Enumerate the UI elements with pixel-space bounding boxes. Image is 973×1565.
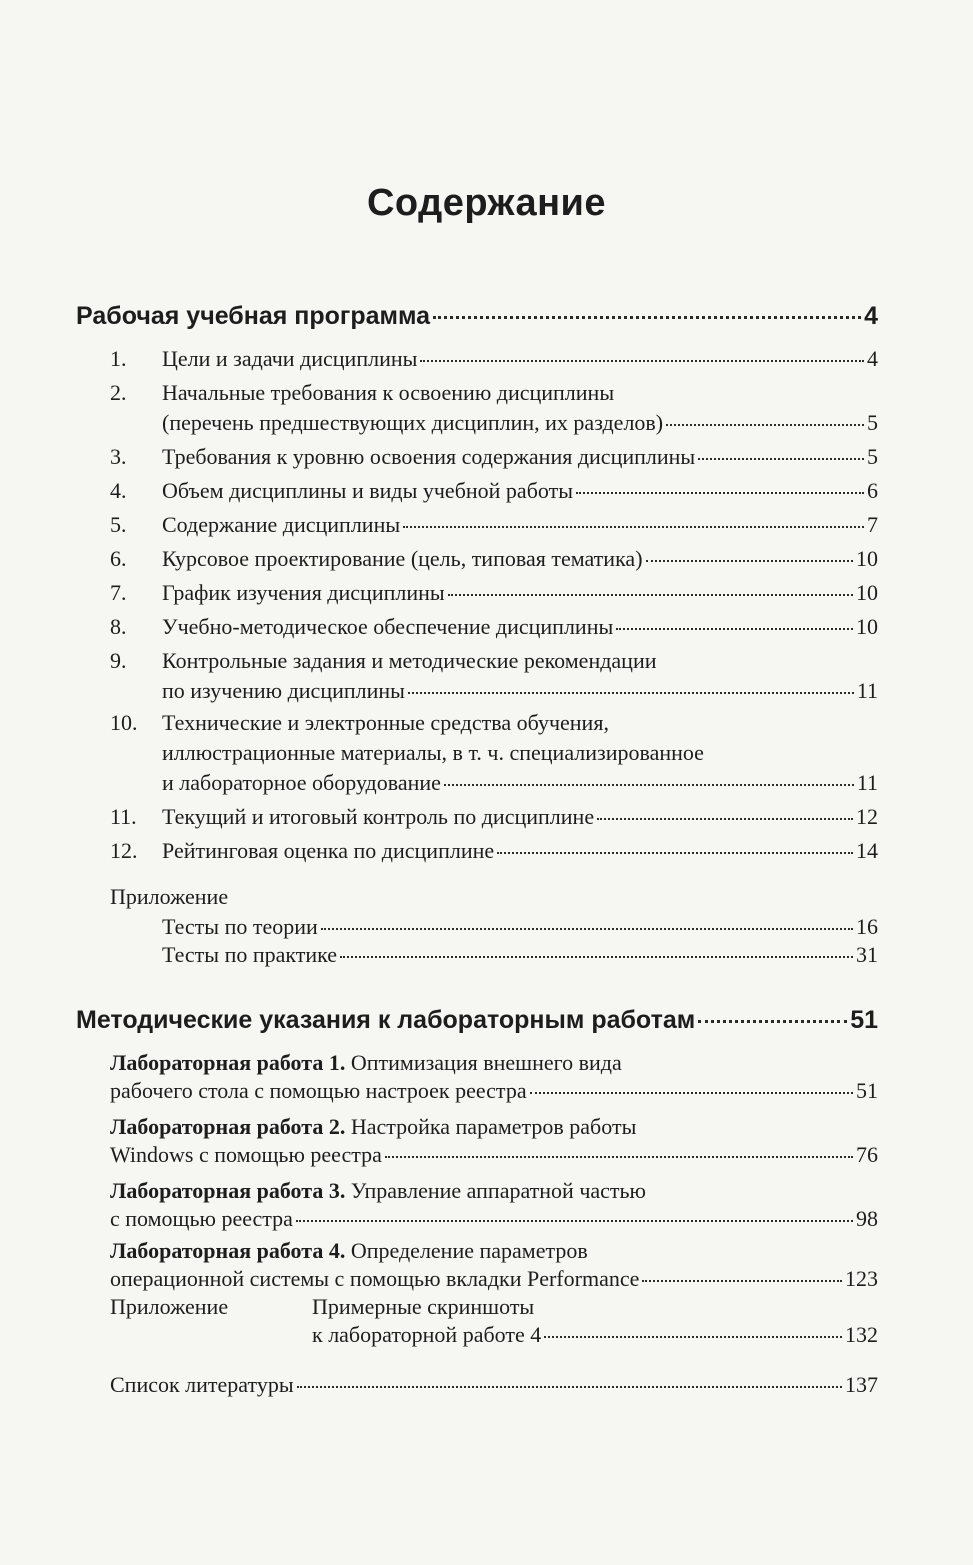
entry-text: Цели и задачи дисциплины — [162, 346, 418, 371]
page-number: 132 — [845, 1322, 878, 1347]
lab-subject: Определение параметров — [345, 1238, 588, 1263]
dot-leader — [340, 956, 853, 958]
entry-text: Список литературы — [110, 1372, 294, 1397]
item-number: 5. — [110, 512, 127, 537]
entry-text: Технические и электронные средства обучения, — [162, 710, 609, 735]
page-number: 31 — [856, 942, 878, 967]
dot-leader — [321, 928, 853, 930]
lab-subject: Управление аппаратной частью — [345, 1178, 646, 1203]
entry-text: Начальные требования к освоению дисциплины — [162, 380, 615, 405]
dot-leader — [698, 1020, 847, 1023]
toc-entry — [162, 410, 878, 436]
entry-text: к лабораторной работе 4 — [312, 1322, 542, 1347]
dot-leader — [666, 424, 864, 426]
item-number: 4. — [110, 478, 127, 503]
entry-text: операционной системы с помощью вкладки Performance — [110, 1266, 640, 1291]
entry-text: рабочего стола с помощью настроек реестра — [110, 1078, 527, 1103]
dot-leader — [385, 1156, 853, 1158]
toc-entry — [162, 614, 878, 640]
dot-leader — [420, 360, 864, 362]
page-number: 12 — [856, 804, 878, 829]
toc-entry — [110, 1142, 878, 1168]
item-number: 8. — [110, 614, 127, 639]
dot-leader — [544, 1336, 842, 1338]
entry-text: Windows с помощью реестра — [110, 1142, 382, 1167]
toc-entry — [162, 942, 878, 968]
toc-entry — [162, 804, 878, 830]
page-number: 16 — [856, 914, 878, 939]
page-number: 11 — [856, 770, 878, 795]
entry-text: Текущий и итоговый контроль по дисциплине — [162, 804, 595, 829]
toc-entry — [162, 838, 878, 864]
page-number: 14 — [856, 838, 878, 863]
entry-text: График изучения дисциплины — [162, 580, 445, 605]
section-title: Рабочая учебная программа — [76, 302, 431, 330]
page-number: 51 — [856, 1078, 878, 1103]
page-number: 10 — [856, 546, 878, 571]
page-number: 5 — [867, 444, 878, 469]
section-heading — [76, 302, 878, 331]
section-heading — [76, 1006, 878, 1035]
page-number: 7 — [867, 512, 878, 537]
page-number: 4 — [864, 302, 878, 330]
lab-subject: Оптимизация внешнего вида — [345, 1050, 622, 1075]
dot-leader — [408, 692, 854, 694]
dot-leader — [698, 458, 864, 460]
page-number: 123 — [845, 1266, 878, 1291]
dot-leader — [616, 628, 853, 630]
entry-text: иллюстрационные материалы, в т. ч. специализированное — [162, 740, 704, 765]
toc-entry — [162, 770, 878, 796]
appendix-label: Приложение — [110, 1294, 229, 1319]
item-number: 12. — [110, 838, 138, 863]
dot-leader — [646, 560, 853, 562]
dot-leader — [433, 316, 861, 319]
entry-text: Курсовое проектирование (цель, типовая тематика) — [162, 546, 643, 571]
item-number: 10. — [110, 710, 138, 735]
dot-leader — [497, 852, 853, 854]
page-number: 76 — [856, 1142, 878, 1167]
page-number: 11 — [856, 678, 878, 703]
toc-entry — [162, 512, 878, 538]
item-number: 3. — [110, 444, 127, 469]
section-title: Методические указания к лабораторным работам — [76, 1006, 696, 1034]
entry-text: Тесты по практике — [162, 942, 338, 967]
entry-text: с помощью реестра — [110, 1206, 293, 1231]
item-number: 2. — [110, 380, 127, 405]
entry-text: Учебно-методическое обеспечение дисциплины — [162, 614, 614, 639]
entry-text: по изучению дисциплины — [162, 678, 405, 703]
dot-leader — [576, 492, 864, 494]
dot-leader — [403, 526, 864, 528]
page-number: 6 — [867, 478, 878, 503]
page-number: 4 — [867, 346, 878, 371]
item-number: 1. — [110, 346, 127, 371]
lab-label: Лабораторная работа 4. — [110, 1238, 346, 1263]
toc-entry — [162, 444, 878, 470]
appendix-label: Приложение — [110, 884, 229, 909]
lab-label: Лабораторная работа 3. — [110, 1178, 346, 1203]
entry-text: Рейтинговая оценка по дисциплине — [162, 838, 495, 863]
item-number: 6. — [110, 546, 127, 571]
toc-entry — [162, 546, 878, 572]
toc-entry — [110, 1206, 878, 1232]
entry-text: Объем дисциплины и виды учебной работы — [162, 478, 573, 503]
page-number: 10 — [856, 614, 878, 639]
page-number: 5 — [867, 410, 878, 435]
toc-entry — [110, 1372, 878, 1398]
lab-subject: Настройка параметров работы — [345, 1114, 637, 1139]
lab-title — [110, 1050, 622, 1076]
dot-leader — [448, 594, 853, 596]
page-number: 98 — [856, 1206, 878, 1231]
lab-title — [110, 1238, 588, 1264]
dot-leader — [530, 1092, 853, 1094]
dot-leader — [642, 1280, 842, 1282]
dot-leader — [296, 1220, 853, 1222]
item-number: 11. — [110, 804, 137, 829]
toc-entry — [162, 914, 878, 940]
toc-entry — [162, 678, 878, 704]
entry-text: и лабораторное оборудование — [162, 770, 441, 795]
dot-leader — [297, 1386, 842, 1388]
item-number: 7. — [110, 580, 127, 605]
page-title: Содержание — [366, 182, 607, 224]
toc-entry — [110, 1266, 878, 1292]
entry-text: Тесты по теории — [162, 914, 318, 939]
lab-title — [110, 1178, 646, 1204]
dot-leader — [444, 784, 854, 786]
lab-label: Лабораторная работа 2. — [110, 1114, 346, 1139]
lab-label: Лабораторная работа 1. — [110, 1050, 346, 1075]
dot-leader — [597, 818, 853, 820]
lab-title — [110, 1114, 636, 1140]
entry-text: (перечень предшествующих дисциплин, их разделов) — [162, 410, 664, 435]
entry-text: Контрольные задания и методические рекомендации — [162, 648, 657, 673]
toc-entry — [162, 346, 878, 372]
toc-entry — [312, 1322, 878, 1348]
page-number: 10 — [856, 580, 878, 605]
entry-text: Требования к уровню освоения содержания дисциплины — [162, 444, 696, 469]
entry-text: Примерные скриншоты — [312, 1294, 535, 1319]
toc-entry — [162, 478, 878, 504]
page-number: 51 — [850, 1006, 878, 1034]
toc-entry — [162, 580, 878, 606]
item-number: 9. — [110, 648, 127, 673]
toc-entry — [110, 1078, 878, 1104]
page-number: 137 — [845, 1372, 878, 1397]
entry-text: Содержание дисциплины — [162, 512, 401, 537]
